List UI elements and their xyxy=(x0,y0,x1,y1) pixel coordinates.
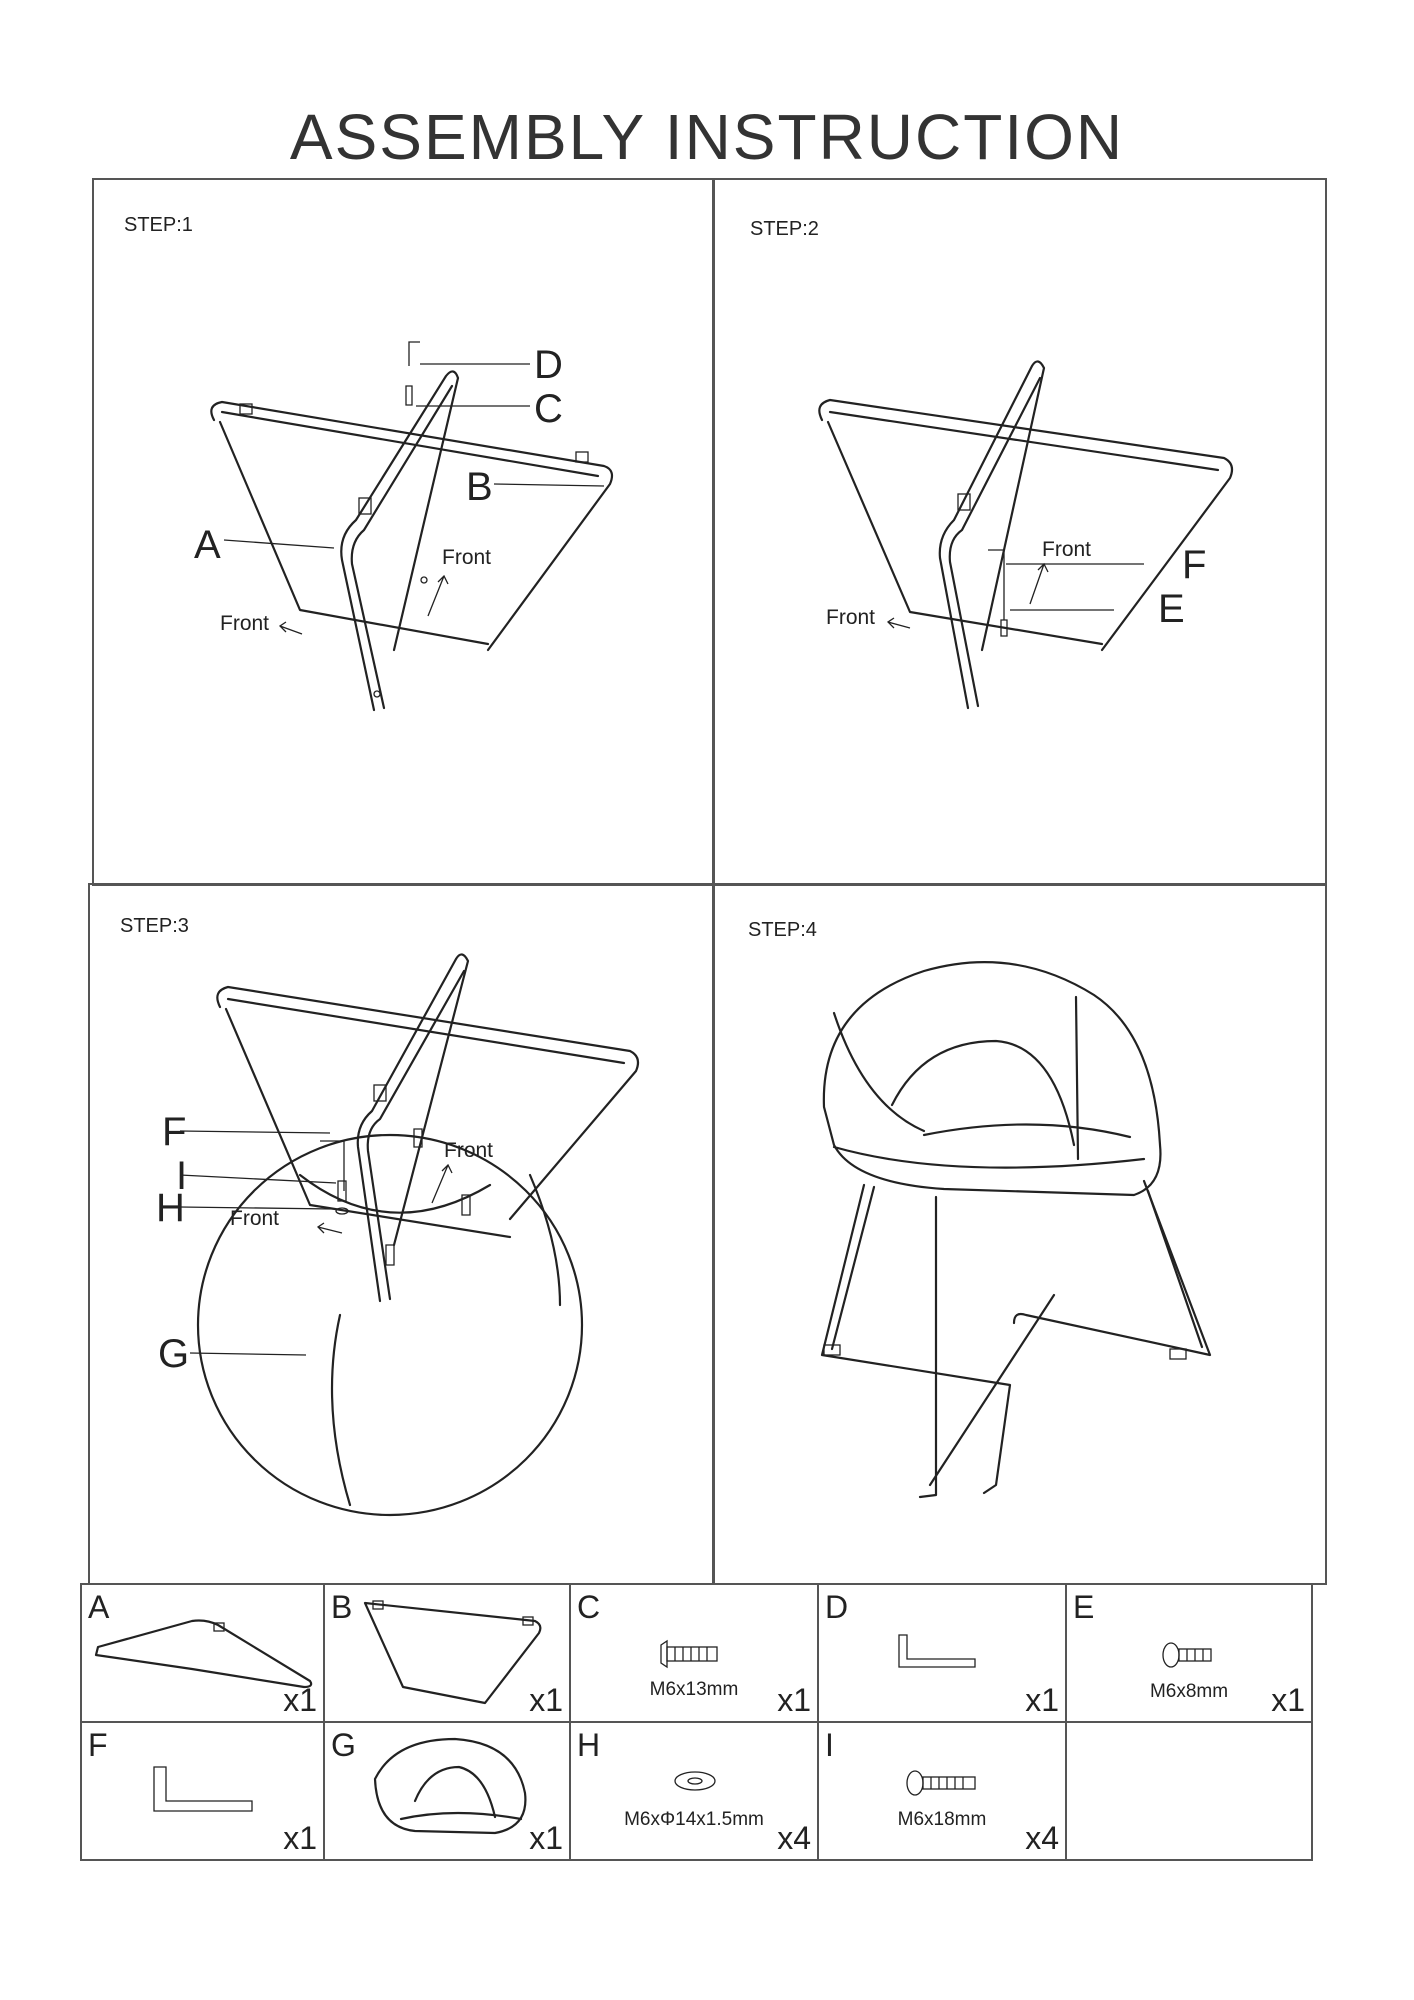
front-arrow-icon xyxy=(428,576,448,616)
frame-drawing xyxy=(217,954,638,1301)
callout-c: C xyxy=(534,387,563,431)
callout-a: A xyxy=(194,523,221,567)
step-3-illustration xyxy=(90,885,717,1587)
step-label: STEP:2 xyxy=(750,218,819,240)
step-3-panel xyxy=(88,883,715,1585)
part-letter: F xyxy=(88,1727,108,1763)
allen-key-d-drawing xyxy=(409,342,420,366)
page-title: ASSEMBLY INSTRUCTION xyxy=(289,101,1125,173)
allen-key-f-drawing xyxy=(320,1141,344,1191)
empty-cell xyxy=(1065,1721,1313,1861)
part-letter: C xyxy=(577,1589,601,1625)
instruction-sheet xyxy=(80,178,1325,1863)
step-label: STEP:1 xyxy=(124,214,193,236)
quantity: x1 xyxy=(529,1682,563,1718)
part-b-cell xyxy=(323,1583,571,1723)
callout-d: D xyxy=(534,343,563,387)
front-label: Front xyxy=(220,612,270,635)
part-spec: M6x8mm xyxy=(1149,1681,1229,1702)
front-label: Front xyxy=(826,606,876,629)
frame-a-drawing xyxy=(341,371,458,710)
step-2-panel xyxy=(712,178,1327,886)
quantity: x1 xyxy=(1271,1682,1305,1718)
front-arrow-icon xyxy=(1030,564,1048,604)
assembled-chair-drawing xyxy=(822,962,1210,1497)
part-spec: M6xΦ14x1.5mm xyxy=(624,1809,764,1830)
part-c-cell xyxy=(569,1583,819,1723)
step-1-illustration xyxy=(94,180,717,888)
part-d-cell xyxy=(817,1583,1067,1723)
callout-f: F xyxy=(162,1110,187,1154)
part-spec: M6x13mm xyxy=(649,1679,739,1700)
step-2-illustration xyxy=(714,180,1329,888)
frame-b-drawing xyxy=(211,402,612,650)
quantity: x1 xyxy=(283,1820,317,1856)
front-label: Front xyxy=(230,1207,280,1230)
quantity: x1 xyxy=(1025,1682,1059,1718)
bolt-c-drawing xyxy=(406,386,412,405)
front-arrow-icon xyxy=(318,1223,342,1233)
callout-i: I xyxy=(176,1154,188,1198)
quantity: x4 xyxy=(1025,1820,1059,1856)
callout-e: E xyxy=(1158,587,1185,631)
part-letter: G xyxy=(331,1727,356,1763)
front-label: Front xyxy=(444,1139,494,1162)
quantity: x4 xyxy=(777,1820,811,1856)
front-arrow-icon xyxy=(888,618,910,628)
part-h-cell xyxy=(569,1721,819,1861)
part-f-cell xyxy=(80,1721,325,1861)
part-spec: M6x18mm xyxy=(897,1809,987,1830)
step-label: STEP:3 xyxy=(120,915,189,937)
quantity: x1 xyxy=(283,1682,317,1718)
front-arrow-icon xyxy=(432,1165,452,1203)
part-e-cell xyxy=(1065,1583,1313,1723)
bolt-i-drawing xyxy=(386,1245,394,1265)
part-letter: I xyxy=(825,1727,834,1763)
assembled-frame-drawing xyxy=(819,361,1232,708)
part-a-cell xyxy=(80,1583,325,1723)
quantity: x1 xyxy=(777,1682,811,1718)
callout-b: B xyxy=(466,465,493,509)
front-label: Front xyxy=(442,546,492,569)
quantity: x1 xyxy=(529,1820,563,1856)
step-label: STEP:4 xyxy=(748,919,817,941)
part-letter: A xyxy=(88,1589,110,1625)
step-4-panel xyxy=(712,883,1327,1585)
part-letter: H xyxy=(577,1727,601,1763)
part-letter: D xyxy=(825,1589,849,1625)
part-g-cell xyxy=(323,1721,571,1861)
step-4-illustration xyxy=(714,885,1329,1587)
part-letter: B xyxy=(331,1589,353,1625)
callout-g: G xyxy=(158,1332,190,1376)
step-1-panel xyxy=(92,178,715,886)
part-i-cell xyxy=(817,1721,1067,1861)
front-label: Front xyxy=(1042,538,1092,561)
seat-g-drawing xyxy=(198,1135,582,1515)
callout-h: H xyxy=(156,1186,185,1230)
callout-f: F xyxy=(1182,543,1207,587)
part-letter: E xyxy=(1073,1589,1095,1625)
front-arrow-icon xyxy=(280,622,302,634)
